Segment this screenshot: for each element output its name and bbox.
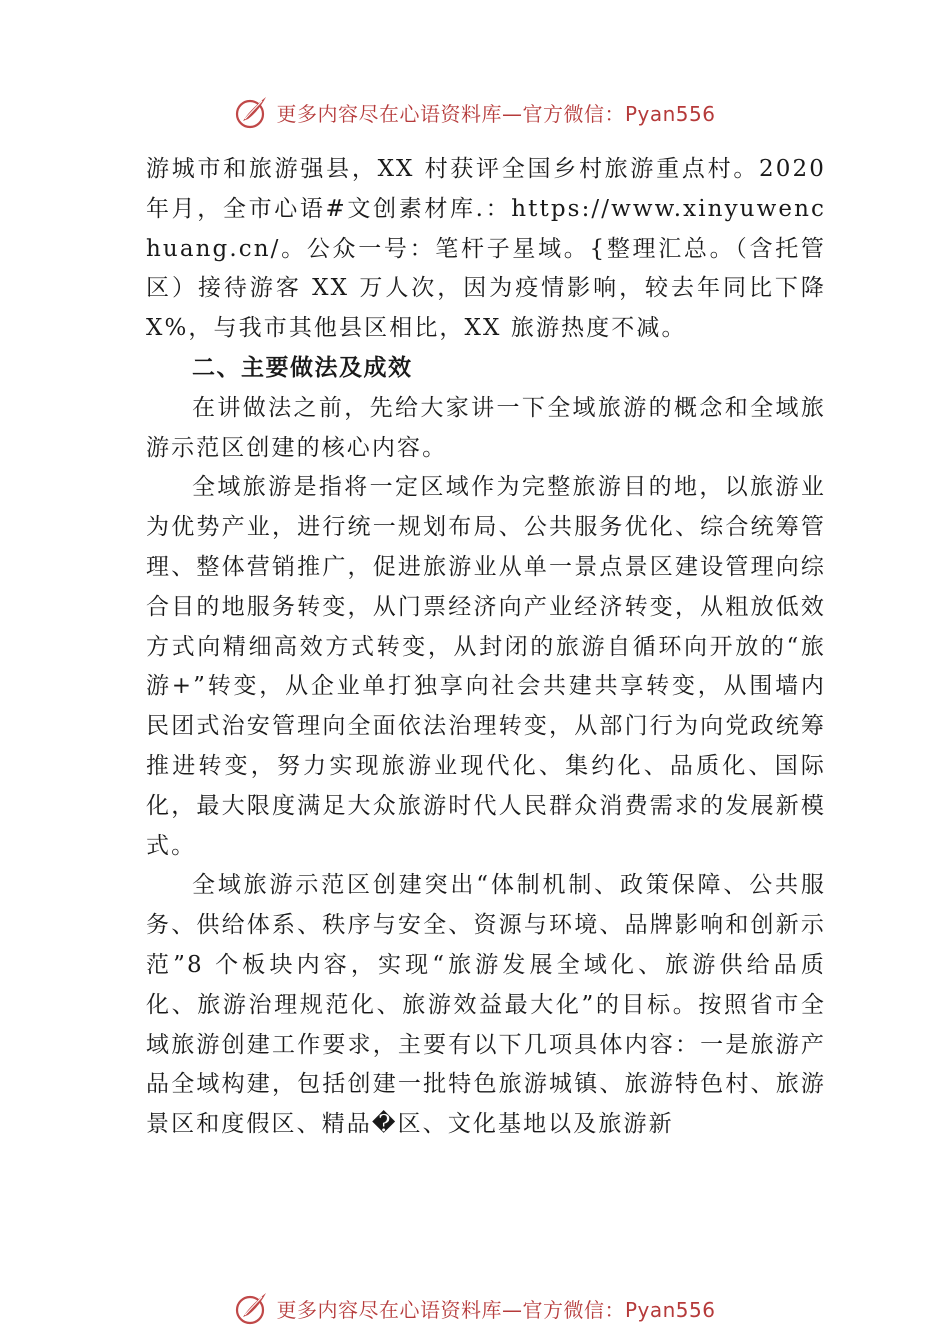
- paragraph-contents: 全域旅游示范区创建突出“体制机制、政策保障、公共服务、供给体系、秩序与安全、资源与环境、品牌影响和创新示范”8 个板块内容，实现“旅游发展全域化、旅游供给品质化、旅游治理规范化、旅游效益最大化”的目标。按照省市全域旅游创建工作要求，主要有以下几项具体内容：一是旅游产品全域构建，包括创建一批特色旅游城镇、旅游特色村、旅游景区和度假区、精品�区、文化基地以及旅游新: [146, 872, 826, 1138]
- feather-logo-icon: [234, 1290, 270, 1326]
- paragraph-definition: 全域旅游是指将一定区域作为完整旅游目的地，以旅游业为优势产业，进行统一规划布局、公共服务优化、综合统筹管理、整体营销推广，促进旅游业从单一景点景区建设管理向综合目的地服务转变，从门票经济向产业经济转变，从粗放低效方式向精细高效方式转变，从封闭的旅游自循环向开放的“旅游+”转变，从企业单打独享向社会共建共享转变，从围墙内民团式治安管理向全面依法治理转变，从部门行为向党政统筹推进转变，努力实现旅游业现代化、集约化、品质化、国际化，最大限度满足大众旅游时代人民群众消费需求的发展新模式。: [146, 474, 826, 859]
- feather-logo-icon: [234, 94, 270, 130]
- footer-watermark: [0, 1290, 950, 1326]
- paragraph-preface: 在讲做法之前，先给大家讲一下全域旅游的概念和全域旅游示范区创建的核心内容。: [146, 394, 826, 461]
- document-body: [146, 150, 826, 1145]
- watermark-text: 更多内容尽在心语资料库—官方微信：Pyan556: [276, 101, 716, 126]
- section-heading: 二、主要做法及成效: [192, 354, 413, 381]
- header-watermark: [0, 94, 950, 130]
- watermark-text: 更多内容尽在心语资料库—官方微信：Pyan556: [276, 1297, 716, 1322]
- paragraph-intro: 游城市和旅游强县，XX 村获评全国乡村旅游重点村。2020年月，全市心语#文创素材库.：https://www.xinyuwenchuang.cn/。公众一号：笔杆子星域。{整理汇总。（含托管区）接待游客 XX 万人次，因为疫情影响，较去年同比下降 X%，与我市其他县区相比，XX 旅游热度不减。: [146, 156, 826, 342]
